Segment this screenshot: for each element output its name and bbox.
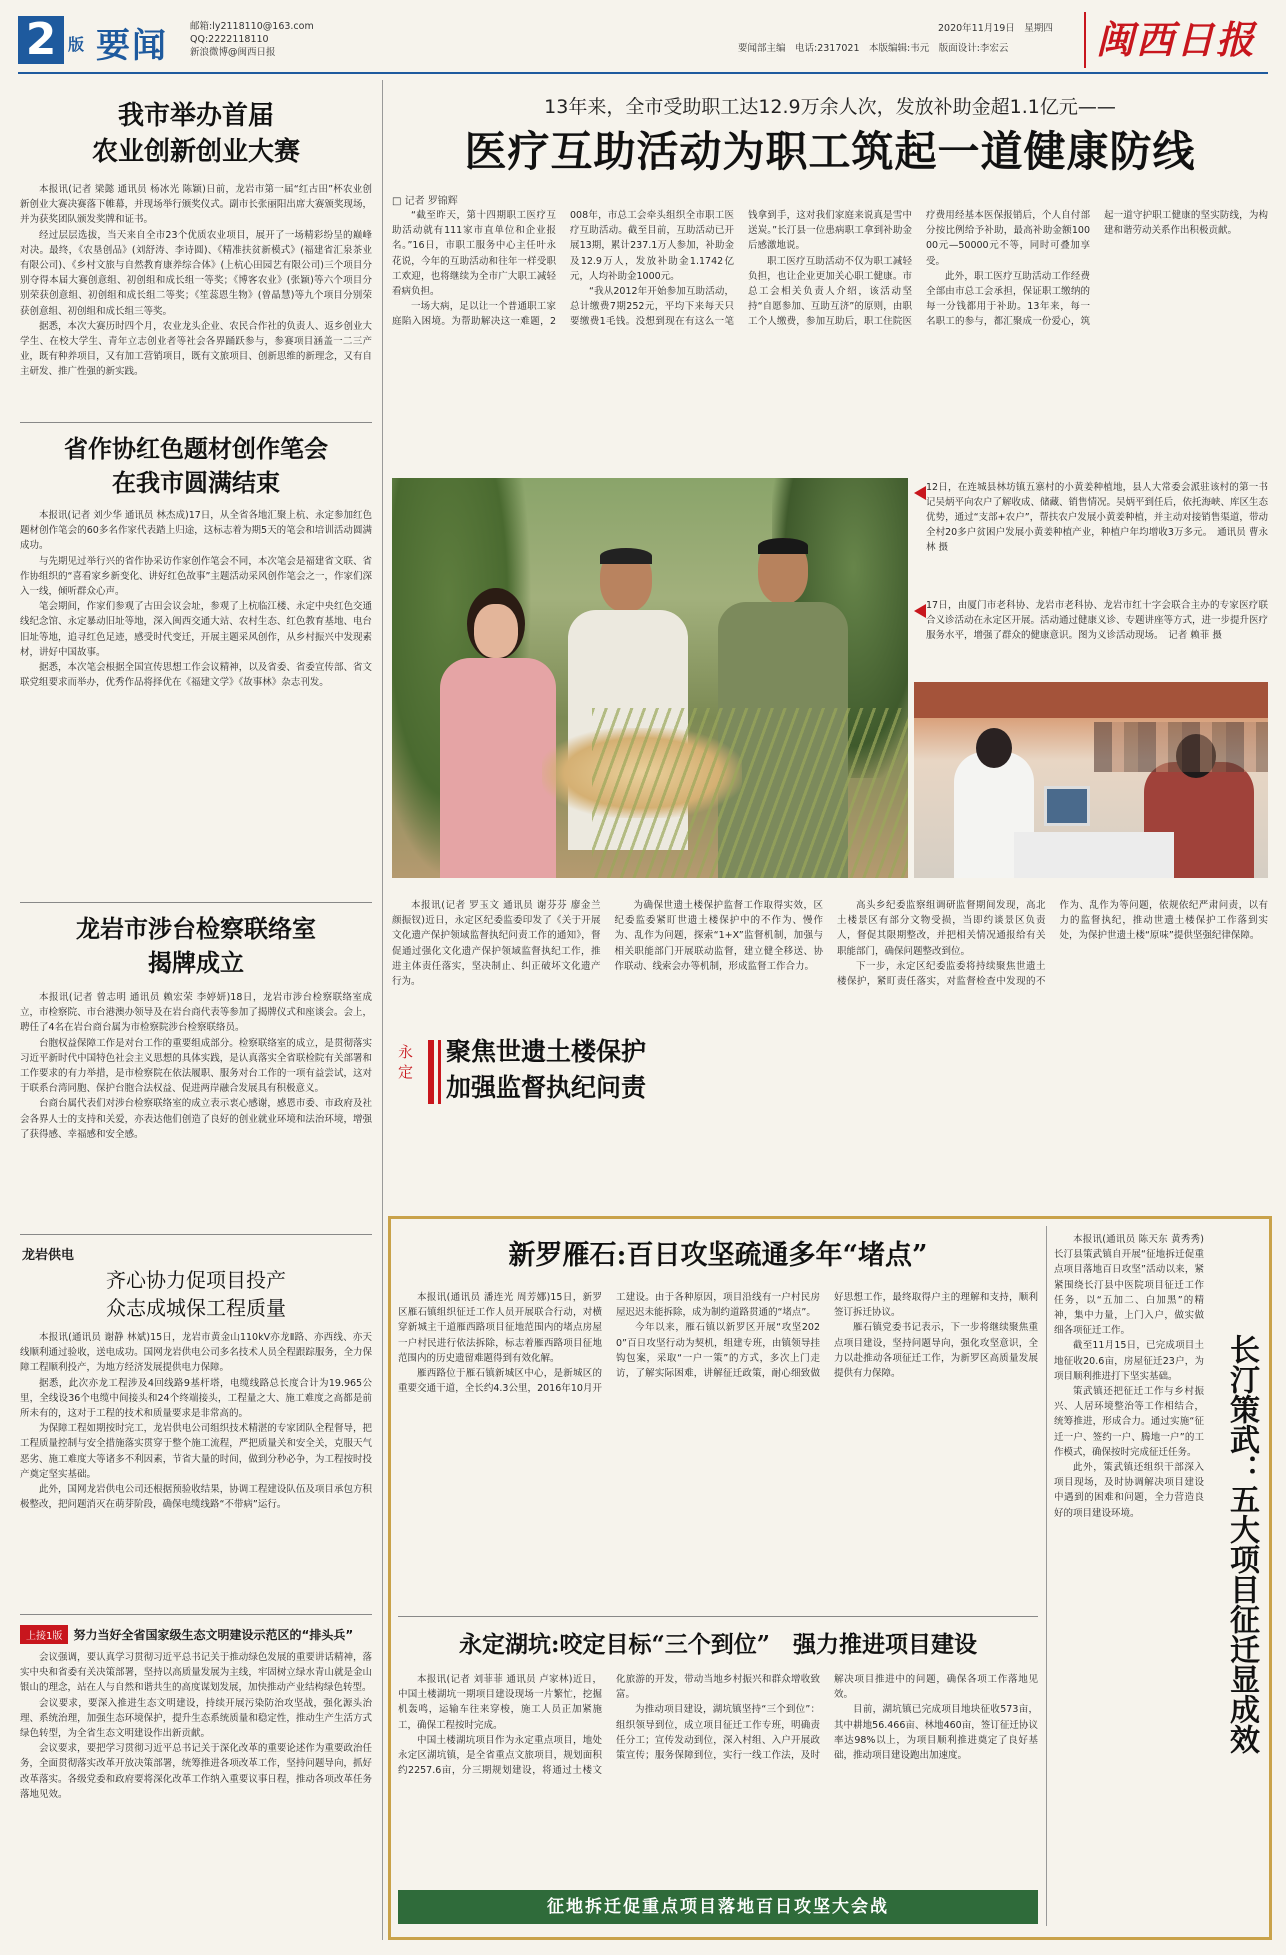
- changting-body: 本报讯(通讯员 陈天东 黄秀秀)长汀县策武镇自开展“征地拆迁促重点项目落地百日攻坚”活动以来，紧紧围绕长汀县中医院项目征迁工作任务，以“五加二、白加黑”的精神，集中力量，上门入户，做实做细各项征迁工作。 截至11月15日，已完成项目土地征收20.6亩，房屋征迁23户，为项目顺利推进打下坚实基础。 策武镇还把征迁工作与乡村振兴、人居环境整治等工作相结合，统筹推进，形成合力。通过实施“征迁一户、签约一户、腾地一户”的工作模式，确保按时完成征迁任务。 此外，策武镇还组织干部深入项目现场，及时协调解决项目建设中遇到的困难和问题，全力营造良好的项目建设环境。: [1054, 1234, 1204, 1519]
- pavilion-roof: [914, 682, 1268, 718]
- divider: [20, 1614, 372, 1615]
- divider: [20, 1234, 372, 1235]
- hukeng-title: 永定湖坑:咬定目标“三个到位” 强力推进项目建设: [459, 1631, 977, 1658]
- masthead-rule: [18, 72, 1268, 74]
- issue-date: 2020年11月19日: [938, 23, 1015, 34]
- yongding-title: 聚焦世遗土楼保护 加强监督执纪问责: [446, 1037, 647, 1102]
- article1-title: 我市举办首届 农业创新创业大赛: [91, 101, 300, 167]
- lead-headline: 医疗互助活动为职工筑起一道健康防线: [464, 127, 1196, 176]
- changting-title: 长汀策武：五大项目征迁显成效: [1224, 1334, 1259, 1754]
- photo-main-arrow: [914, 486, 926, 500]
- paper-logo: 闽西日报: [1084, 12, 1268, 68]
- contact-email: 邮箱:ly2118110@163.com: [190, 21, 314, 32]
- monitor: [1044, 786, 1090, 826]
- article5-body: 会议强调，要认真学习贯彻习近平总书记关于推动绿色发展的重要讲话精神，落实中央和省委有关决策部署，坚持以高质量发展为主线，牢固树立绿水青山就是金山银山的理念，站在人与自然和谐共生的高度谋划发展，加快推动产业结构绿色转型。 会议要求，要深入推进生态文明建设，持续开展污染防治攻坚战，强化源头治理、系统治理，加强生态环境保护，提升生态系统质量和稳定性，推动生产生活方式绿色转型，为全省生态文明建设作出新贡献。 会议要求，要把学习贯彻习近平总书记关于深化改革的重要论述作为重要政治任务，全面贯彻落实改革开放决策部署，统筹推进各项改革工作，坚持问题导向，抓好改革落实。各级党委和政府要将深化改革工作纳入重要议事日程，推动各项改革任务落地见效。: [20, 1652, 372, 1800]
- xinluo-body: 本报讯(通讯员 潘连光 周芳娜)15日，新罗区雁石镇组织征迁工作人员开展联合行动，对横穿新城主干道雁西路项目征地范围内的堵点房屋一户村民进行依法拆除，标志着雁西路项目征地范围内的历史遗留难题得到有效化解。 雁西路位于雁石镇新城区中心，是新城区的重要交通干道，全长约4.3公里，2016年10月开工建设。由于各种原因，项目沿线有一户村民房屋迟迟未能拆除，成为制约道路贯通的“堵点”。 今年以来，雁石镇以新罗区开展“攻坚2020”百日攻坚行动为契机，组建专班，由镇领导挂钩包案，采取“一户一策”的方式，多次上门走访，了解实际困难，讲解征迁政策，耐心细致做好思想工作，最终取得户主的理解和支持，顺利签订拆迁协议。 雁石镇党委书记表示，下一步将继续聚焦重点项目建设，坚持问题导向，强化攻坚意识，全力以赴推动各项征迁工作，为新罗区高质量发展提供有力保障。: [398, 1292, 1038, 1395]
- photo-main-caption: 12日，在连城县林坊镇五寨村的小黄姜种植地，县人大常委会派驻该村的第一书记吴炳平向农户了解收成、储藏、销售情况。吴炳平到任后，依托海峡、库区生态优势，通过“支部+农户”，帮扶农户发展小黄姜种植，并主动对接销售渠道，带动全村20多户贫困户发展小黄姜种植产业，种植户年均增收3万多元。 通讯员 曹永林 摄: [926, 482, 1268, 553]
- divider: [20, 422, 372, 423]
- masthead-date-line: [938, 20, 1053, 34]
- page-number-badge: 2: [18, 16, 64, 64]
- clinic-photo: [914, 682, 1268, 878]
- changting-divider: [1046, 1226, 1047, 1926]
- article1-body: 本报讯(记者 梁懿 通讯员 杨冰光 陈颖)日前，龙岩市第一届“红古田”杯农业创新创业大赛决赛落下帷幕，并现场举行颁奖仪式。副市长张丽阳出席大赛颁奖现场，并为获奖团队颁发奖牌和证书。 经过层层选拔，当天来自全市23个优质农业项目，展开了一场精彩纷呈的巅峰对决。最终，《农垦创品》(刘舒涛、李诗圆)、《精准扶贫新模式》(福建省汇泉茶业有限公司)、《乡村文旅与自然教育康养综合体》(上杭心田园艺有限公司)三个项目分别夺得本届大赛创意组、初创组和成长组一等奖；《博客农业》(张颖)等六个项目分别荣获创意组、初创组和成长组二等奖；《笙蕊恩生物》(曾晶慧)等九个项目分别荣获创意组、初创组和成长组三等奖。 据悉，本次大赛历时四个月，农业龙头企业、农民合作社的负责人、返乡创业大学生、在校大学生、青年立志创业者等社会各界踊跃参与，参赛项目涵盖一二三产业，既有种养项目，又有加工营销项目，既有文旅项目、创新思维的新理念，又有自主研发、推广性强的新实践。: [20, 184, 372, 378]
- page-suffix: 版: [68, 35, 85, 54]
- editor-line: 要闻部主编 电话:2317021 本版编辑:韦元 版面设计:李宏云: [738, 43, 1009, 54]
- table: [1014, 832, 1174, 878]
- article3-body: 本报讯(记者 曾志明 通讯员 赖宏荣 李婷妍)18日，龙岩市涉台检察联络室成立，市检察院、市台港澳办领导及在岩台商代表等参加了揭牌仪式和座谈会。会上，聘任了4名在岩台商台属为市检察院涉台检察联络员。 台胞权益保障工作是对台工作的重要组成部分。检察联络室的成立，是贯彻落实习近平新时代中国特色社会主义思想的具体实践，是认真落实全省联检院有关部署和工作要求的有力举措，是市检察院在依法履职、服务对台工作的一项有益尝试，这对于联系台湾同胞、保护台胞合法权益、促进两岸融合发展具有积极意义。 台商台属代表们对涉台检察联络室的成立表示衷心感谢，感恩市委、市政府及社会各界人士的支持和关爱，亦表达他们创造了良好的创业就业环境和法治环境，增强了获得感、幸福感和安全感。: [20, 992, 372, 1140]
- divider: [398, 1616, 1038, 1617]
- lead-byline: □ 记者 罗锦辉: [392, 196, 458, 207]
- masthead: [18, 12, 1268, 70]
- crowd: [1094, 722, 1268, 772]
- continued-badge: 上接1版: [20, 1625, 68, 1644]
- hukeng-body: 本报讯(记者 刘菲菲 通讯员 卢家林)近日，中国土楼湖坑一期项目建设现场一片繁忙，挖掘机轰鸣，运输车往来穿梭，施工人员正加紧施工，确保工程按时完成。 中国土楼湖坑项目作为永定重点项目，地处永定区湖坑镇，是全省重点文旅项目，规划面积约2257.6亩，分三期规划建设，将通过土楼文化旅游的开发，带动当地乡村振兴和群众增收致富。 为推动项目建设，湖坑镇坚持“三个到位”：组织领导到位，成立项目征迁工作专班，明确责任分工；宣传发动到位，深入村组、入户开展政策宣传；服务保障到位，实行一线工作法，及时解决项目推进中的问题，确保各项工作落地见效。 目前，湖坑镇已完成项目地块征收573亩，其中耕地56.466亩、林地460亩，签订征迁协议率达98%以上，为项目顺利推进奠定了良好基础，推动项目建设跑出加速度。: [398, 1674, 1038, 1777]
- lead-kicker: 13年来，全市受助职工达12.9万余人次，发放补助金超1.1亿元——: [544, 96, 1116, 118]
- xinluo-title: 新罗雁石:百日攻坚疏通多年“堵点”: [508, 1240, 928, 1271]
- divider: [20, 902, 372, 903]
- article5-header: [20, 1624, 372, 1644]
- yongding-label: 永定: [398, 1043, 414, 1081]
- woman-figure: [432, 588, 562, 878]
- lead-body: “截至昨天，第十四期职工医疗互助活动就有111家市直单位和企业报名。”16日，市职工服务中心主任叶永花说，今年的互助活动和往年一样受职工欢迎，也将继续为全市广大职工减轻看病负担。 一场大病，足以让一个普通职工家庭陷入困境。为帮助解决这一难题，2008年，市总工会牵头组织全市职工医疗互助活动。截至目前，互助活动已开展13期，累计237.1万人参加，补助金及12.9万人，发放补助金1.1742亿元，人均补助金1000元。 “我从2012年开始参加互助活动，总计缴费7期252元，平均下来每天只要缴费1毛钱。没想到现在有这么一笔钱拿到手，这对我们家庭来说真是雪中送炭。”长汀县一位患病职工拿到补助金后感激地说。 职工医疗互助活动不仅为职工减轻负担，也让企业更加关心职工健康。市总工会相关负责人介绍，该活动坚持“自愿参加、互助互济”的原则，由职工个人缴费，参加互助后，职工住院医疗费用经基本医保报销后，个人自付部分按比例给予补助，最高补助金额10000元—50000元不等，同时可叠加享受。 此外，职工医疗互助活动工作经费全部由市总工会承担，保证职工缴纳的每一分钱都用于补助。13年来，每一名职工的参与，都汇聚成一份爱心，筑起一道守护职工健康的坚实防线，为构建和谐劳动关系作出积极贡献。: [392, 210, 1268, 328]
- article4-kicker: 龙岩供电: [22, 1248, 75, 1263]
- article4-body: 本报讯(通讯员 谢静 林斌)15日，龙岩市黄金山110kV亦龙Ⅱ路、亦西线、亦天线顺利通过验收，送电成功。国网龙岩供电公司多名技术人员全程跟踪服务，全力保障工程顺利投产，为地方经济发展提供电力保障。 据悉，此次亦龙工程涉及4回线路9基杆塔，电缆线路总长度合计为19.965公里，全线设36个电缆中间接头和24个终端接头，工程量之大、施工难度之高都是前所未有的，这对于工程的技术和质量要求是非常高的。 为保障工程如期按时完工，龙岩供电公司组织技术精湛的专家团队全程督导，把工程质量控制与安全措施落实贯穿于整个施工流程，严把质量关和安全关，克服天气恶劣、施工难度大等诸多不利因素，节省大量的时间，做到分秒必争，为工程按时投产奠定坚实基础。 此外，国网龙岩供电公司还根据预验收结果，协调工程建设队伍及项目承包方积极整改，把问题消灭在萌芽阶段，确保电缆线路“不带病”运行。: [20, 1332, 372, 1511]
- contact-weibo: 新浪微博@闽西日报: [190, 47, 276, 58]
- ginger-harvest-photo: [392, 478, 908, 878]
- doctor-head: [976, 728, 1012, 768]
- article2-body: 本报讯(记者 刘少华 通讯员 林杰成)17日，从全省各地汇聚上杭、永定参加红色题材创作笔会的60多名作家代表踏上归途，这标志着为期5天的笔会和培训活动圆满成功。 与先期见过举行兴的省作协采访作家创作笔会不同，本次笔会是福建省文联、省作协组织的“喜看家乡新变化、讲好红色故事”主题活动采风创作笔会之一，作家们深入一线，倾听群众心声。 笔会期间，作家们参观了古田会议会址，参观了上杭临江楼、永定中央红色交通线纪念馆、永定暴动旧址等地，深入闽西交通大站、农村生态、红色教育基地、电台旧址等地，追寻红色足迹，感受时代变迁，开展主题采风创作，从乡村振兴中发现素材，讲好中国故事。 据悉，本次笔会根据全国宣传思想工作会议精神，以及省委、省委宣传部、省文联党组要求而举办，优秀作品将择优在《福建文学》《故事林》杂志刊发。: [20, 510, 372, 689]
- campaign-banner: 征地拆迁促重点项目落地百日攻坚大会战: [398, 1890, 1038, 1924]
- section-title: 要闻: [96, 26, 168, 66]
- article5-headline: 努力当好全省国家级生态文明建设示范区的“排头兵”: [73, 1628, 354, 1642]
- photo-main-credit: 通讯员 曹永林 摄: [926, 527, 1268, 553]
- ginger-stalks: [592, 708, 908, 878]
- contact-qq: QQ:2222118110: [190, 34, 269, 45]
- issue-weekday: 星期四: [1024, 23, 1053, 34]
- article2-title: 省作协红色题材创作笔会 在我市圆满结束: [64, 434, 328, 497]
- article3-title: 龙岩市涉台检察联络室 揭牌成立: [76, 914, 316, 977]
- photo-small-caption: 17日，由厦门市老科协、龙岩市老科协、龙岩市红十字会联合主办的专家医疗联合义诊活动在永定区开展。活动通过健康义诊、专题讲座等方式，进一步提升医疗服务水平，增强了群众的健康意识。图为义诊活动现场。 记者 赖菲 摄: [926, 600, 1268, 641]
- contact-info: [190, 20, 314, 59]
- left-column-divider: [382, 80, 383, 1940]
- photo-small-arrow: [914, 604, 926, 618]
- yongding-body: 本报讯(记者 罗玉文 通讯员 谢芬芬 廖金兰 颜振钗)近日，永定区纪委监委印发了《关于开展文化遗产保护领域监督执纪问责工作的通知》，督促通过强化文化遗产保护领域监督执纪工作，推进主体责任落实，坚决制止、纠正破坏文化遗产行为。 为确保世遗土楼保护监督工作取得实效，区纪委监委紧盯世遗土楼保护中的不作为、慢作为、乱作为问题，探索“1+X”监督机制，加强与相关职能部门开展联动监督，建立健全移送、协作联动、线索会办等机制，形成监督工作合力。 高头乡纪委监察组调研监督期间发现，高北土楼景区有部分文物受损，当即约谈景区负责人，督促其限期整改，并把相关情况通报给有关职能部门，确保问题整改到位。 下一步，永定区纪委监委将持续聚焦世遗土楼保护，紧盯责任落实，对监督检查中发现的不作为、乱作为等问题，依规依纪严肃问责，以有力的监督执纪，推动世遗土楼保护工作落到实处，为保护世遗土楼“原味”提供坚强纪律保障。: [392, 900, 1268, 988]
- article4-title: 齐心协力促项目投产 众志成城保工程质量: [106, 1268, 286, 1320]
- photo-small-credit: 记者 赖菲 摄: [1168, 630, 1222, 641]
